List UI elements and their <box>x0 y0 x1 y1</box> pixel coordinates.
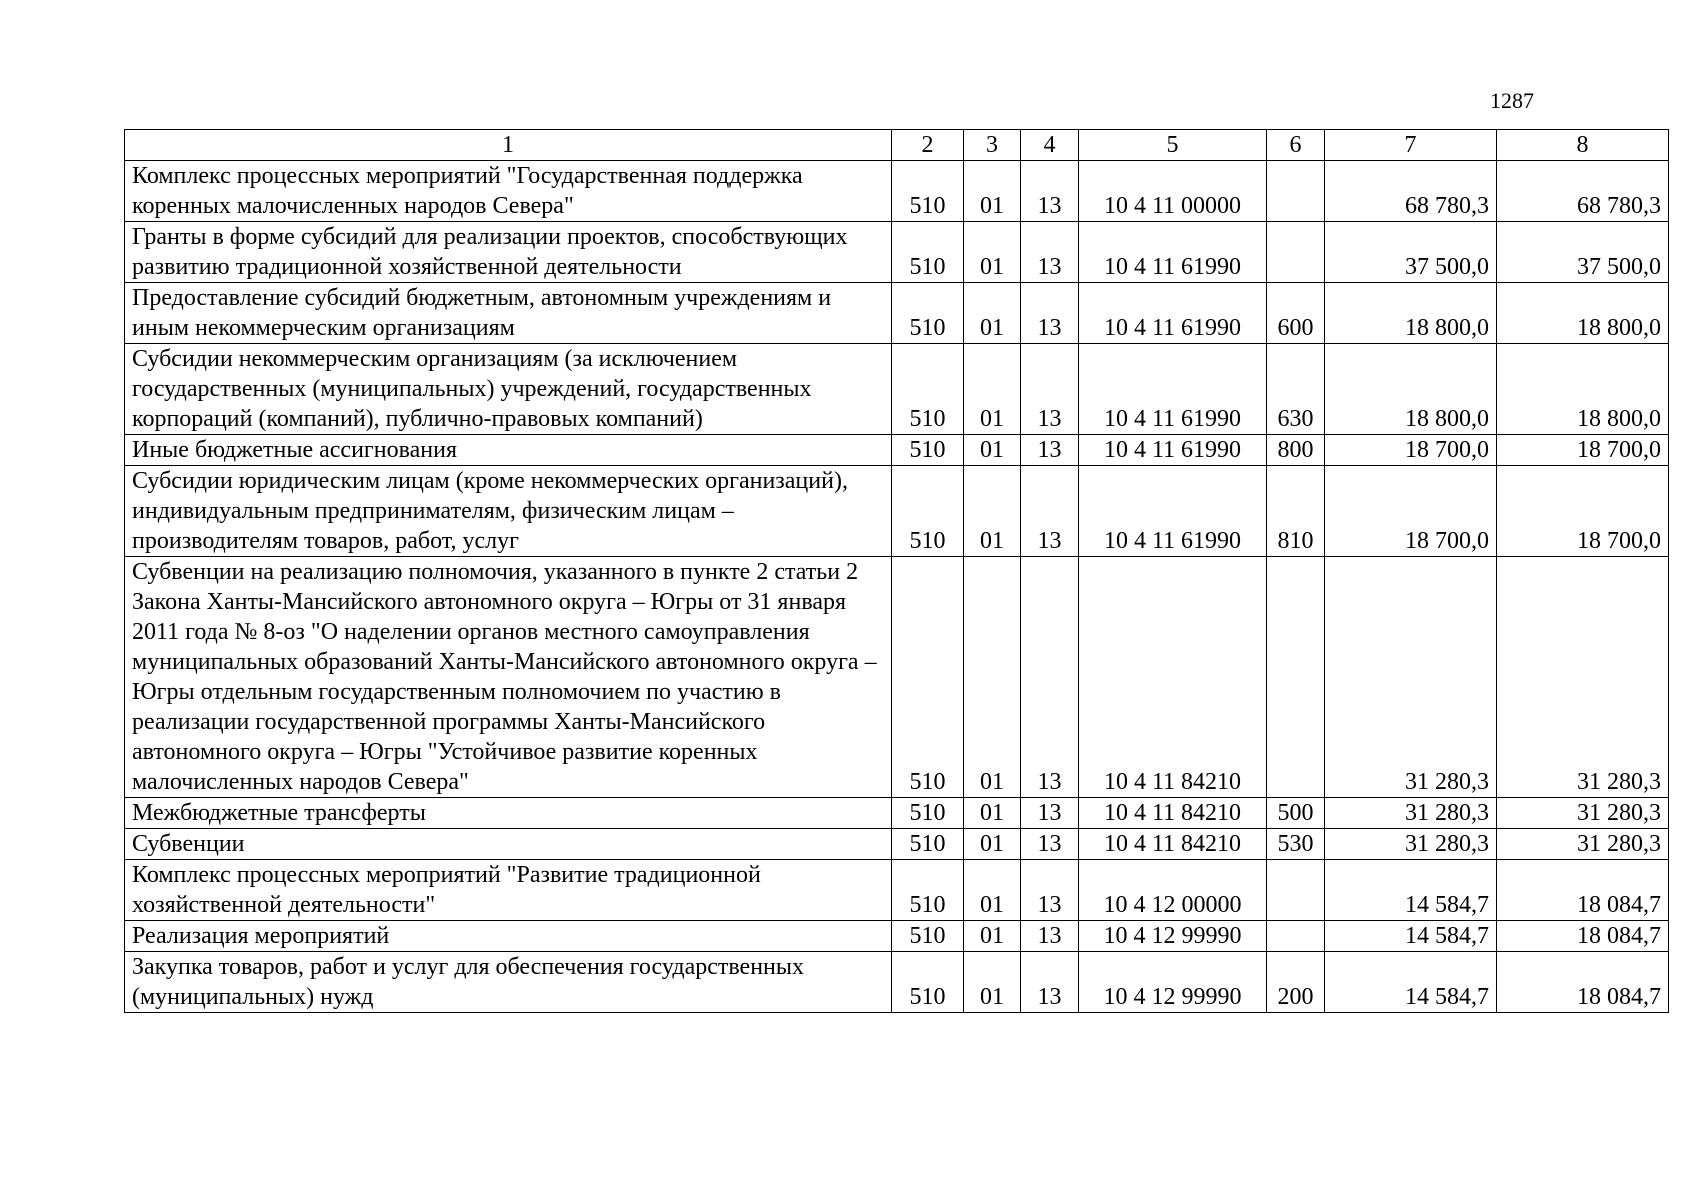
row-name-cell: Межбюджетные трансферты <box>125 798 892 829</box>
subsection-cell: 13 <box>1021 798 1079 829</box>
table-row <box>125 921 1669 952</box>
expense-type-cell: 200 <box>1267 952 1325 1013</box>
budget-table <box>124 129 1669 1013</box>
target-article-cell: 10 4 11 61990 <box>1079 466 1267 557</box>
code-cell: 510 <box>892 798 964 829</box>
row-name-cell: Субсидии юридическим лицам (кроме некоммерческих организаций), индивидуальным предпринимателям, физическим лицам – производителям товаров, работ, услуг <box>125 466 892 557</box>
section-cell: 01 <box>964 921 1021 952</box>
expense-type-cell: 530 <box>1267 829 1325 860</box>
header-cell: 1 <box>125 130 892 161</box>
amount-cell: 18 700,0 <box>1325 435 1497 466</box>
code-cell: 510 <box>892 952 964 1013</box>
header-cell: 3 <box>964 130 1021 161</box>
code-cell: 510 <box>892 344 964 435</box>
section-cell: 01 <box>964 829 1021 860</box>
section-cell: 01 <box>964 435 1021 466</box>
subsection-cell: 13 <box>1021 222 1079 283</box>
header-cell: 8 <box>1497 130 1669 161</box>
subsection-cell: 13 <box>1021 435 1079 466</box>
expense-type-cell: 500 <box>1267 798 1325 829</box>
section-cell: 01 <box>964 283 1021 344</box>
table-row <box>125 222 1669 283</box>
subsection-cell: 13 <box>1021 557 1079 798</box>
target-article-cell: 10 4 11 84210 <box>1079 557 1267 798</box>
code-cell: 510 <box>892 435 964 466</box>
header-cell: 4 <box>1021 130 1079 161</box>
row-name-cell: Комплекс процессных мероприятий "Развитие традиционной хозяйственной деятельности" <box>125 860 892 921</box>
expense-type-cell: 600 <box>1267 283 1325 344</box>
row-name-cell: Предоставление субсидий бюджетным, автономным учреждениям и иным некоммерческим организациям <box>125 283 892 344</box>
amount-cell: 18 084,7 <box>1497 952 1669 1013</box>
expense-type-cell <box>1267 161 1325 222</box>
table-row <box>125 829 1669 860</box>
amount-cell: 31 280,3 <box>1325 557 1497 798</box>
code-cell: 510 <box>892 921 964 952</box>
code-cell: 510 <box>892 222 964 283</box>
amount-cell: 31 280,3 <box>1497 798 1669 829</box>
section-cell: 01 <box>964 557 1021 798</box>
subsection-cell: 13 <box>1021 161 1079 222</box>
page-number: 1287 <box>1490 88 1534 113</box>
amount-cell: 18 800,0 <box>1325 283 1497 344</box>
header-cell: 5 <box>1079 130 1267 161</box>
amount-cell: 18 700,0 <box>1497 435 1669 466</box>
amount-cell: 18 800,0 <box>1325 344 1497 435</box>
target-article-cell: 10 4 11 84210 <box>1079 798 1267 829</box>
code-cell: 510 <box>892 829 964 860</box>
amount-cell: 31 280,3 <box>1325 798 1497 829</box>
target-article-cell: 10 4 12 99990 <box>1079 952 1267 1013</box>
amount-cell: 18 700,0 <box>1325 466 1497 557</box>
amount-cell: 18 700,0 <box>1497 466 1669 557</box>
subsection-cell: 13 <box>1021 829 1079 860</box>
table-row <box>125 952 1669 1013</box>
row-name-cell: Реализация мероприятий <box>125 921 892 952</box>
code-cell: 510 <box>892 860 964 921</box>
target-article-cell: 10 4 11 84210 <box>1079 829 1267 860</box>
amount-cell: 18 800,0 <box>1497 344 1669 435</box>
table-row <box>125 435 1669 466</box>
table-row <box>125 860 1669 921</box>
expense-type-cell <box>1267 222 1325 283</box>
expense-type-cell: 810 <box>1267 466 1325 557</box>
row-name-cell: Субвенции на реализацию полномочия, указанного в пункте 2 статьи 2 Закона Ханты-Мансийского автономного округа – Югры от 31 января 2011 года № 8-оз "О наделении органов местного самоуправления муниципальных образований Ханты-Мансийского автономного округа – Югры отдельным государственным полномочием по участию в реализации государственной программы Ханты-Мансийского автономного округа – Югры "Устойчивое развитие коренных малочисленных народов Севера" <box>125 557 892 798</box>
subsection-cell: 13 <box>1021 860 1079 921</box>
amount-cell: 14 584,7 <box>1325 921 1497 952</box>
target-article-cell: 10 4 11 61990 <box>1079 435 1267 466</box>
section-cell: 01 <box>964 161 1021 222</box>
subsection-cell: 13 <box>1021 344 1079 435</box>
amount-cell: 14 584,7 <box>1325 860 1497 921</box>
header-cell: 7 <box>1325 130 1497 161</box>
expense-type-cell <box>1267 860 1325 921</box>
target-article-cell: 10 4 11 00000 <box>1079 161 1267 222</box>
target-article-cell: 10 4 12 00000 <box>1079 860 1267 921</box>
code-cell: 510 <box>892 557 964 798</box>
amount-cell: 31 280,3 <box>1497 557 1669 798</box>
table-row <box>125 344 1669 435</box>
target-article-cell: 10 4 11 61990 <box>1079 222 1267 283</box>
expense-type-cell: 630 <box>1267 344 1325 435</box>
subsection-cell: 13 <box>1021 466 1079 557</box>
table-body <box>125 161 1669 1013</box>
amount-cell: 68 780,3 <box>1497 161 1669 222</box>
target-article-cell: 10 4 11 61990 <box>1079 283 1267 344</box>
target-article-cell: 10 4 12 99990 <box>1079 921 1267 952</box>
section-cell: 01 <box>964 466 1021 557</box>
amount-cell: 37 500,0 <box>1497 222 1669 283</box>
table-row <box>125 283 1669 344</box>
amount-cell: 14 584,7 <box>1325 952 1497 1013</box>
row-name-cell: Иные бюджетные ассигнования <box>125 435 892 466</box>
code-cell: 510 <box>892 283 964 344</box>
section-cell: 01 <box>964 344 1021 435</box>
amount-cell: 68 780,3 <box>1325 161 1497 222</box>
expense-type-cell: 800 <box>1267 435 1325 466</box>
amount-cell: 31 280,3 <box>1497 829 1669 860</box>
subsection-cell: 13 <box>1021 921 1079 952</box>
amount-cell: 18 800,0 <box>1497 283 1669 344</box>
amount-cell: 31 280,3 <box>1325 829 1497 860</box>
table-row <box>125 798 1669 829</box>
subsection-cell: 13 <box>1021 283 1079 344</box>
expense-type-cell <box>1267 557 1325 798</box>
target-article-cell: 10 4 11 61990 <box>1079 344 1267 435</box>
table-header-row <box>125 130 1669 161</box>
row-name-cell: Субсидии некоммерческим организациям (за исключением государственных (муниципальных) учреждений, государственных корпораций (компаний), публично-правовых компаний) <box>125 344 892 435</box>
amount-cell: 37 500,0 <box>1325 222 1497 283</box>
code-cell: 510 <box>892 466 964 557</box>
table-row <box>125 557 1669 798</box>
header-cell: 2 <box>892 130 964 161</box>
row-name-cell: Комплекс процессных мероприятий "Государственная поддержка коренных малочисленных народов Севера" <box>125 161 892 222</box>
section-cell: 01 <box>964 860 1021 921</box>
row-name-cell: Закупка товаров, работ и услуг для обеспечения государственных (муниципальных) нужд <box>125 952 892 1013</box>
section-cell: 01 <box>964 222 1021 283</box>
amount-cell: 18 084,7 <box>1497 860 1669 921</box>
row-name-cell: Гранты в форме субсидий для реализации проектов, способствующих развитию традиционной хозяйственной деятельности <box>125 222 892 283</box>
row-name-cell: Субвенции <box>125 829 892 860</box>
table-row <box>125 466 1669 557</box>
expense-type-cell <box>1267 921 1325 952</box>
section-cell: 01 <box>964 798 1021 829</box>
amount-cell: 18 084,7 <box>1497 921 1669 952</box>
table-row <box>125 161 1669 222</box>
code-cell: 510 <box>892 161 964 222</box>
subsection-cell: 13 <box>1021 952 1079 1013</box>
section-cell: 01 <box>964 952 1021 1013</box>
header-cell: 6 <box>1267 130 1325 161</box>
